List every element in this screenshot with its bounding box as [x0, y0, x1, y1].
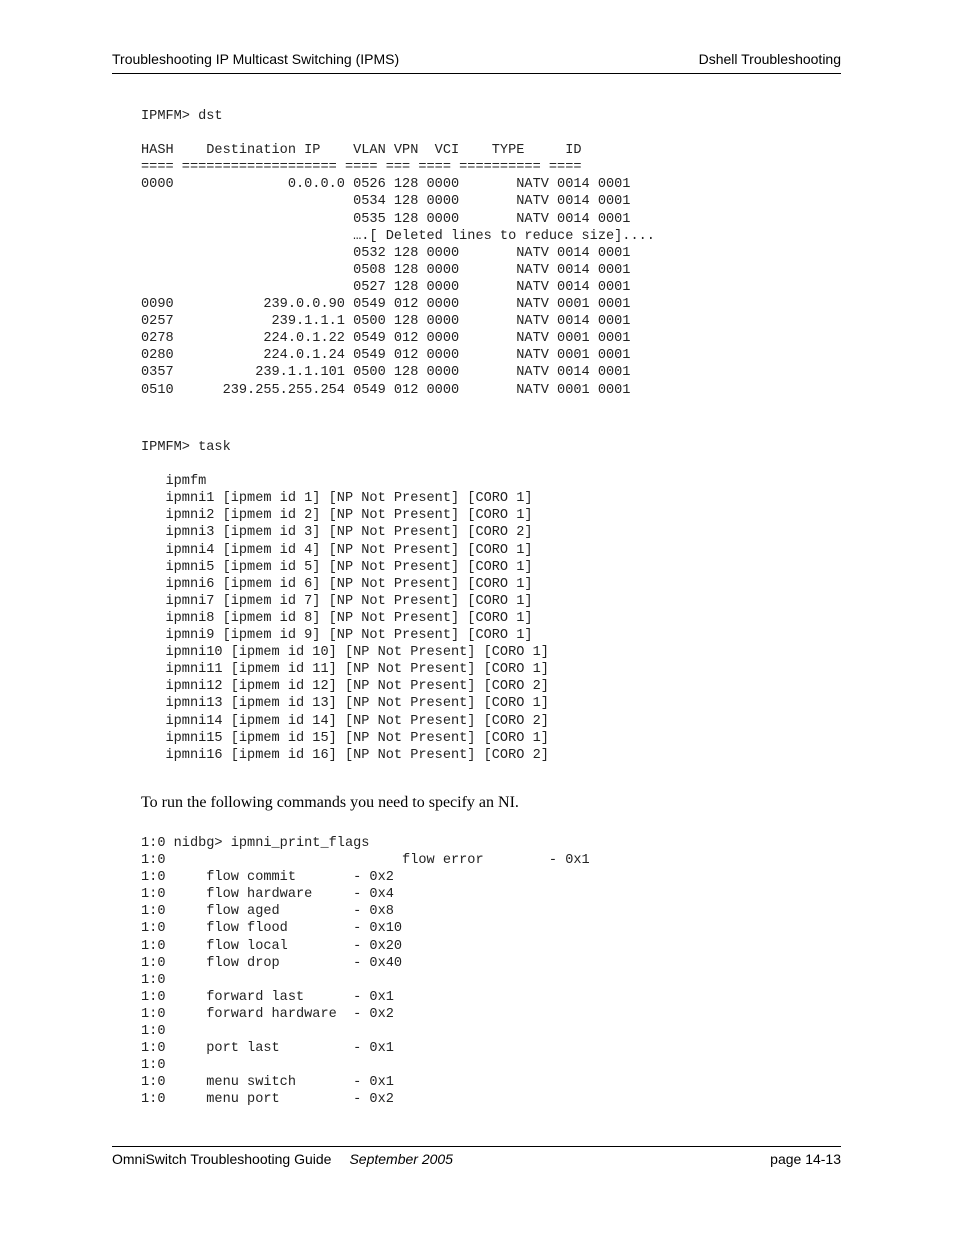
code-line: 1:0 flow local - 0x20 [141, 938, 403, 954]
code-line: 1:0 [141, 1024, 166, 1040]
footer-date: September 2005 [349, 1151, 453, 1167]
code-line: ipmni12 [ipmem id 12] [NP Not Present] [CORO 2] [141, 679, 549, 695]
code-line: 0535 128 0000 NATV 0014 0001 [141, 211, 631, 227]
code-line: 1:0 [141, 1058, 166, 1074]
code-line: 1:0 forward last - 0x1 [141, 989, 394, 1005]
code-line: IPMFM> task [141, 440, 231, 455]
code-line: IPMFM> dst [141, 109, 223, 124]
code-line: 0527 128 0000 NATV 0014 0001 [141, 279, 631, 295]
code-line: HASH Destination IP VLAN VPN VCI TYPE ID [141, 143, 582, 159]
code-line: ipmni2 [ipmem id 2] [NP Not Present] [CORO 1] [141, 508, 533, 524]
code-line: ==== =================== ==== === ==== ========== ==== [141, 160, 582, 176]
code-line: ipmni16 [ipmem id 16] [NP Not Present] [CORO 2] [141, 747, 549, 763]
code-line: ipmni6 [ipmem id 6] [NP Not Present] [CORO 1] [141, 576, 533, 592]
code-line: ipmni14 [ipmem id 14] [NP Not Present] [CORO 2] [141, 713, 549, 729]
code-line: 0257 239.1.1.1 0500 128 0000 NATV 0014 0001 [141, 314, 631, 330]
page-footer [112, 1151, 841, 1171]
code-line: ipmni10 [ipmem id 10] [NP Not Present] [CORO 1] [141, 645, 549, 661]
page-header [112, 51, 841, 71]
footer-guide-title [112, 1151, 453, 1167]
code-line: ipmni9 [ipmem id 9] [NP Not Present] [CORO 1] [141, 628, 533, 644]
code-line: 1:0 menu port - 0x2 [141, 1092, 394, 1108]
header-section-title: Troubleshooting IP Multicast Switching (IPMS) [112, 51, 400, 67]
code-line: 1:0 port last - 0x1 [141, 1041, 394, 1057]
footer-page-number: page 14-13 [770, 1151, 841, 1167]
code-line: ipmni1 [ipmem id 1] [NP Not Present] [CORO 1] [141, 491, 533, 507]
code-line: 1:0 [141, 972, 166, 988]
task-command-output [141, 439, 549, 764]
code-line: 0278 224.0.1.22 0549 012 0000 NATV 0001 0001 [141, 331, 631, 347]
code-line: 0510 239.255.255.254 0549 012 0000 NATV 0001 0001 [141, 382, 631, 398]
instruction-paragraph: To run the following commands you need to specify an NI. [141, 794, 519, 811]
code-line: 0280 224.0.1.24 0549 012 0000 NATV 0001 0001 [141, 348, 631, 364]
code-line: 1:0 flow hardware - 0x4 [141, 887, 394, 903]
print-flags-output [141, 835, 590, 1109]
code-line: 1:0 flow flood - 0x10 [141, 921, 403, 937]
code-line: ipmni3 [ipmem id 3] [NP Not Present] [CORO 2] [141, 525, 533, 541]
code-line: 1:0 nidbg> ipmni_print_flags [141, 836, 370, 851]
code-line: 1:0 flow commit - 0x2 [141, 870, 394, 886]
code-line: 1:0 flow error - 0x1 [141, 853, 590, 869]
code-line: 0532 128 0000 NATV 0014 0001 [141, 245, 631, 261]
code-line: ipmni4 [ipmem id 4] [NP Not Present] [CORO 1] [141, 542, 533, 558]
code-line: 0090 239.0.0.90 0549 012 0000 NATV 0001 0001 [141, 297, 631, 313]
footer-rule [112, 1146, 841, 1147]
code-line: ipmfm [141, 474, 207, 490]
footer-title: OmniSwitch Troubleshooting Guide [112, 1151, 332, 1167]
code-line: 0508 128 0000 NATV 0014 0001 [141, 262, 631, 278]
code-line: 1:0 flow aged - 0x8 [141, 904, 394, 920]
dst-command-output [141, 108, 655, 399]
code-line: 1:0 forward hardware - 0x2 [141, 1006, 394, 1022]
code-line: ipmni7 [ipmem id 7] [NP Not Present] [CORO 1] [141, 593, 533, 609]
code-line: 0534 128 0000 NATV 0014 0001 [141, 194, 631, 210]
header-rule [112, 73, 841, 74]
code-line: ipmni15 [ipmem id 15] [NP Not Present] [CORO 1] [141, 730, 549, 746]
code-line: 0357 239.1.1.101 0500 128 0000 NATV 0014 0001 [141, 365, 631, 381]
code-line: ipmni5 [ipmem id 5] [NP Not Present] [CORO 1] [141, 559, 533, 575]
code-line: ipmni8 [ipmem id 8] [NP Not Present] [CORO 1] [141, 610, 533, 626]
code-line: 1:0 menu switch - 0x1 [141, 1075, 394, 1091]
code-line: ipmni11 [ipmem id 11] [NP Not Present] [CORO 1] [141, 662, 549, 678]
code-line: 1:0 flow drop - 0x40 [141, 955, 403, 971]
code-line: 0000 0.0.0.0 0526 128 0000 NATV 0014 0001 [141, 177, 631, 193]
header-chapter-title: Dshell Troubleshooting [698, 51, 841, 67]
code-line: ipmni13 [ipmem id 13] [NP Not Present] [CORO 1] [141, 696, 549, 712]
code-line: ….[ Deleted lines to reduce size].... [141, 228, 655, 244]
